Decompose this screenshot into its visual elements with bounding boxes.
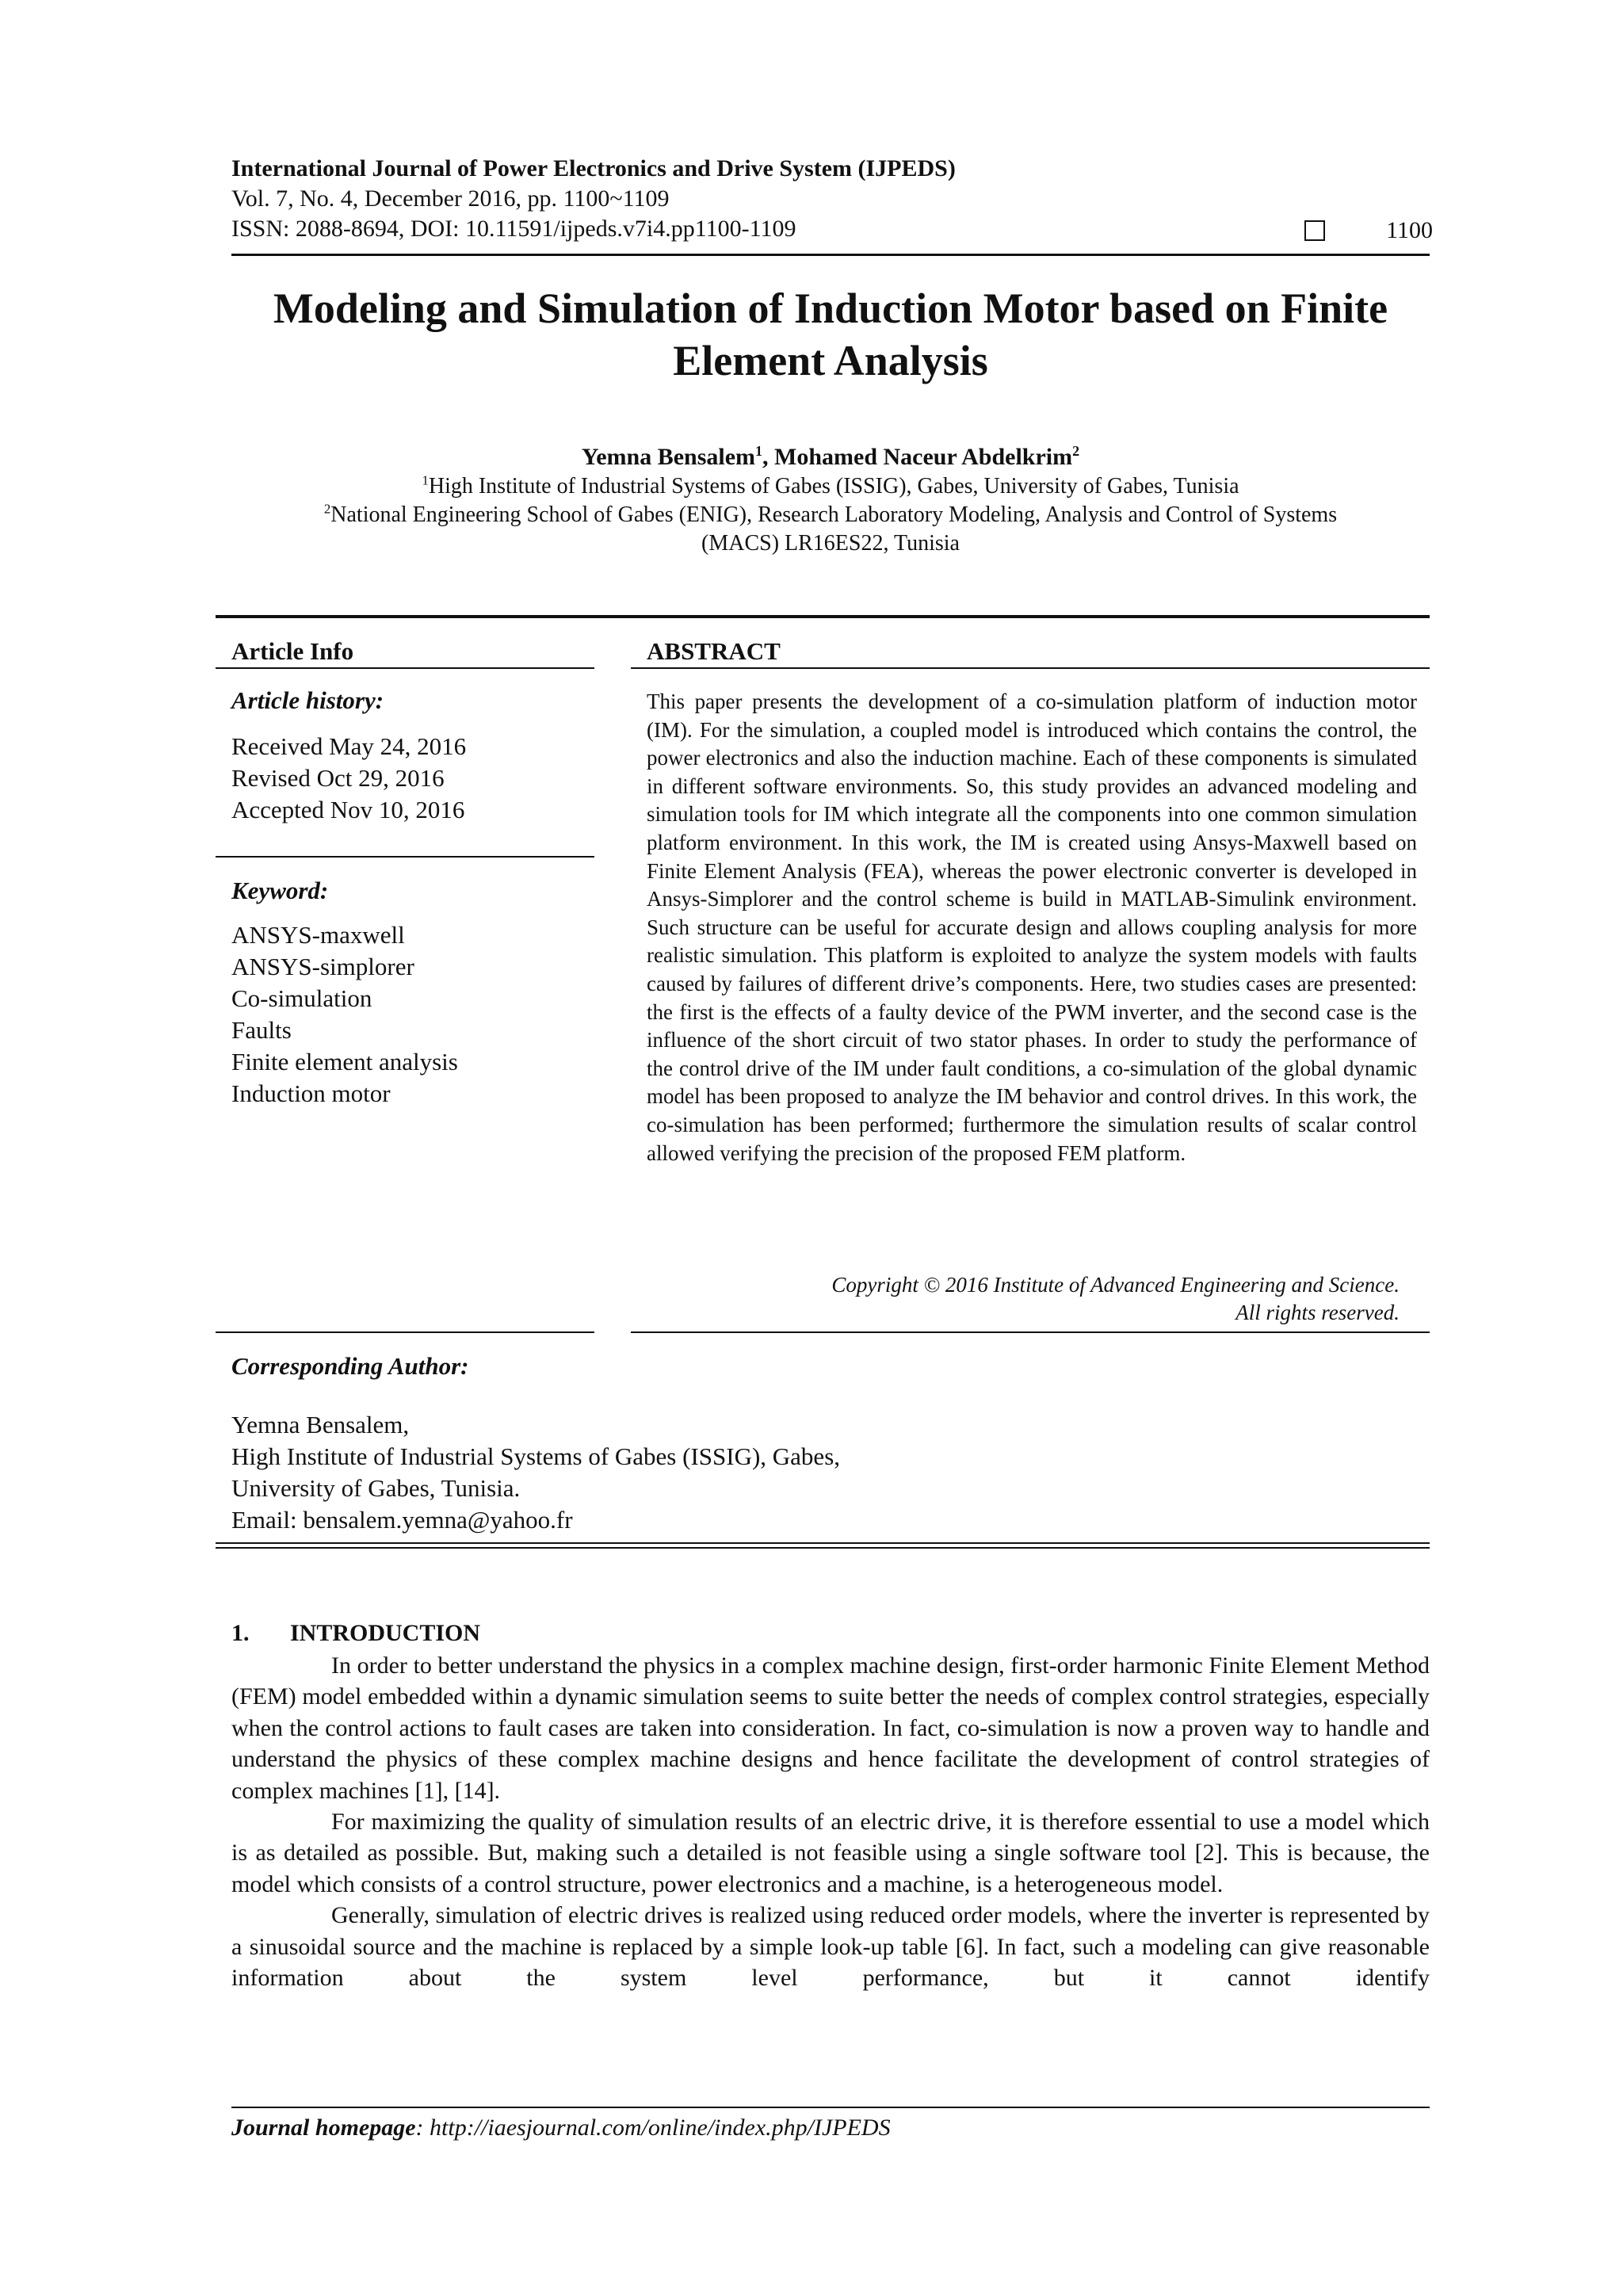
journal-name: International Journal of Power Electronics and Drive System (IJPEDS): [231, 155, 956, 181]
article-history-heading: Article history:: [231, 686, 384, 714]
footer-rule: [231, 2107, 1430, 2108]
author-2-affiliation-mark: 2: [1072, 443, 1080, 459]
affiliation-2-line-1: [231, 501, 1430, 529]
section-title: INTRODUCTION: [290, 1620, 481, 1646]
abstract-heading: ABSTRACT: [647, 637, 781, 665]
introduction-body: [231, 1650, 1430, 1993]
keyword-list: [231, 919, 458, 1110]
abstract-bottom-rule: [631, 1331, 1430, 1333]
issn-doi: ISSN: 2088-8694, DOI: 10.11591/ijpeds.v7i4.pp1100-1109: [231, 216, 796, 242]
keyword-item: Induction motor: [231, 1079, 391, 1107]
abstract-rule: [631, 667, 1430, 669]
affiliation-1-mark: 1: [422, 472, 429, 488]
author-separator: ,: [762, 444, 775, 470]
history-keyword-rule: [216, 856, 594, 858]
info-box-top-rule: [216, 615, 1430, 618]
introduction-heading: [231, 1620, 480, 1647]
journal-homepage-label: Journal homepage: [231, 2115, 416, 2141]
page-number: 1100: [1386, 217, 1433, 243]
corresponding-author-heading: Corresponding Author:: [231, 1352, 469, 1380]
keyword-item: Faults: [231, 1016, 292, 1044]
introduction-paragraph: For maximizing the quality of simulation results of an electric drive, it is therefore essential to use a model which is as detailed as possible. But, making such a detailed is not feasible using a single software tool [2]. This is because, the model which consists of a control structure, power electronics and a machine, is a heterogeneous model.: [231, 1809, 1430, 1897]
corresponding-author-email: Email: bensalem.yemna@yahoo.fr: [231, 1506, 573, 1534]
copyright-line: Copyright © 2016 Institute of Advanced Engineering and Science.: [831, 1273, 1400, 1297]
paper-title-line-2: Element Analysis: [673, 337, 988, 384]
copyright-notice: [686, 1271, 1400, 1327]
paper-title-line-1: Modeling and Simulation of Induction Motor based on Finite: [273, 285, 1388, 332]
introduction-paragraph: Generally, simulation of electric drives is realized using reduced order models, where the inverter is represented by a sinusoidal source and the machine is replaced by a simple look-up table [6]. In fact, such a modeling can give reasonable information about the system level performance, but it cannot identify: [231, 1902, 1430, 1992]
introduction-paragraph: In order to better understand the physics in a complex machine design, first-order harmonic Finite Element Method (FEM) model embedded within a dynamic simulation seems to suite better the needs of complex control strategies, especially when the control actions to fault cases are taken into consideration. In fact, co-simulation is now a proven way to handle and understand the physics of these complex machine designs and hence facilitate the development of control strategies of complex machines [1], [14].: [231, 1652, 1430, 1804]
author-1: Yemna Bensalem: [581, 444, 756, 470]
revised-date: Revised Oct 29, 2016: [231, 764, 445, 792]
info-box-bottom-rule-1: [216, 1542, 1430, 1544]
author-list: [231, 444, 1430, 471]
affiliation-2-text: National Engineering School of Gabes (ENIG), Research Laboratory Modeling, Analysis and Control of Systems: [330, 502, 1338, 527]
affiliation-1-text: High Institute of Industrial Systems of Gabes (ISSIG), Gabes, University of Gabes, Tunisia: [428, 474, 1239, 499]
article-info-rule: [216, 667, 594, 669]
corresponding-author-block: [231, 1409, 840, 1536]
keyword-item: ANSYS-simplorer: [231, 953, 414, 980]
section-number: 1.: [231, 1620, 250, 1646]
author-1-affiliation-mark: 1: [755, 443, 763, 459]
accepted-date: Accepted Nov 10, 2016: [231, 796, 465, 823]
article-info-bottom-rule: [216, 1331, 594, 1333]
affiliation-1: [231, 472, 1430, 501]
author-2: Mohamed Naceur Abdelkrim: [774, 444, 1073, 470]
affiliation-2-line-2: (MACS) LR16ES22, Tunisia: [701, 531, 960, 556]
article-history-list: [231, 731, 466, 826]
rights-line: All rights reserved.: [1235, 1301, 1400, 1324]
keyword-item: Finite element analysis: [231, 1048, 458, 1075]
info-box-bottom-rule-2: [216, 1547, 1430, 1549]
article-info-heading: Article Info: [231, 637, 354, 665]
corresponding-author-university: University of Gabes, Tunisia.: [231, 1474, 521, 1502]
received-date: Received May 24, 2016: [231, 732, 467, 760]
header-rule: [231, 254, 1430, 256]
checkbox-square-icon: [1304, 220, 1325, 241]
corresponding-author-name: Yemna Bensalem,: [231, 1411, 410, 1438]
volume-info: Vol. 7, No. 4, December 2016, pp. 1100~1109: [231, 185, 670, 212]
journal-homepage-url[interactable]: http://iaesjournal.com/online/index.php/IJPEDS: [430, 2115, 891, 2141]
journal-homepage: [231, 2115, 891, 2141]
corresponding-author-institution: High Institute of Industrial Systems of Gabes (ISSIG), Gabes,: [231, 1442, 841, 1470]
journal-homepage-colon: :: [415, 2115, 430, 2141]
abstract-text: This paper presents the development of a co-simulation platform of induction motor (IM). For the simulation, a coupled model is introduced which contains the control, the power electronics and also the induction machine. Each of these components is simulated in different software environments. So, this study provides an advanced modeling and simulation tools for IM which integrate all the components into one common simulation platform environment. In this work, the IM is created using Ansys-Maxwell based on Finite Element Analysis (FEA), whereas the power electronic converter is developed in Ansys-Simplorer and the control scheme is build in MATLAB-Simulink environment. Such structure can be useful for accurate design and allows coupling analysis for more realistic simulation. This platform is exploited to analyze the system models with faults caused by failures of different drive’s components. Here, two studies cases are presented: the first is the effects of a faulty device of the PWM inverter, and the second case is the influence of the short circuit of two stator phases. In order to study the performance of the control drive of the IM under fault conditions, a co-simulation of the global dynamic model has been proposed to analyze the IM behavior and control drives. In this work, the co-simulation has been performed; furthermore the simulation results of scalar control allowed verifying the precision of the proposed FEM platform.: [647, 690, 1417, 1165]
keyword-heading: Keyword:: [231, 877, 329, 904]
keyword-item: Co-simulation: [231, 984, 372, 1012]
keyword-item: ANSYS-maxwell: [231, 921, 405, 949]
affiliation-2-mark: 2: [323, 501, 331, 517]
